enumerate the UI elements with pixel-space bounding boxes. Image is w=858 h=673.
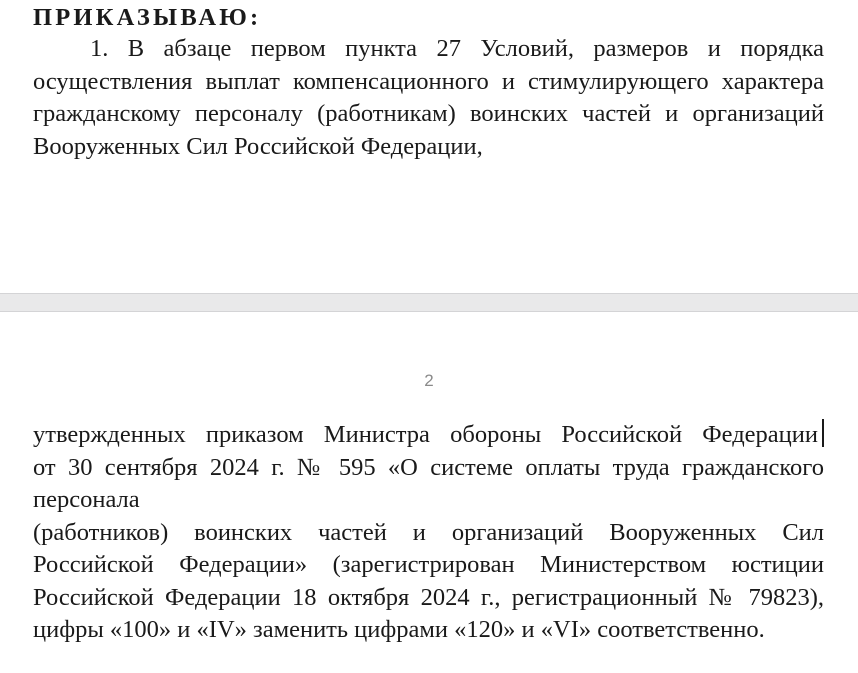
text-line-3[interactable]: персонала <box>33 486 140 513</box>
paragraph-item-1[interactable]: 1. В абзаце первом пункта 27 Условий, размеров и порядка осуществления выплат компенсационного и стимулирующего характера гражданскому персоналу (работникам) воинских частей и организаций Вооруженных Сил Российской Федерации, <box>33 35 824 160</box>
text-line-1[interactable] <box>33 419 824 452</box>
order-heading: ПРИКАЗЫВАЮ: <box>33 4 262 31</box>
text-line-2[interactable]: от 30 сентября 2024 г. № 595 «О системе оплаты труда гражданского <box>33 453 824 481</box>
page-number: 2 <box>424 371 434 390</box>
paragraph-continuation[interactable] <box>33 419 824 647</box>
text-line-1-content: утвержденных приказом Министра обороны Российской Федерации <box>33 421 818 448</box>
text-cursor <box>822 419 824 447</box>
page-separator <box>0 293 858 312</box>
document-page-1 <box>0 0 858 293</box>
text-line-4[interactable]: (работников) воинских частей и организаций Вооруженных Сил Российской Федерации» (зарегистрирован Министерством юстиции Российской Федерации 18 октября 2024 г., регистрационный № 79823), цифры «100» и «IV» заменить цифрами «120» и «VI» соответственно. <box>33 518 824 643</box>
